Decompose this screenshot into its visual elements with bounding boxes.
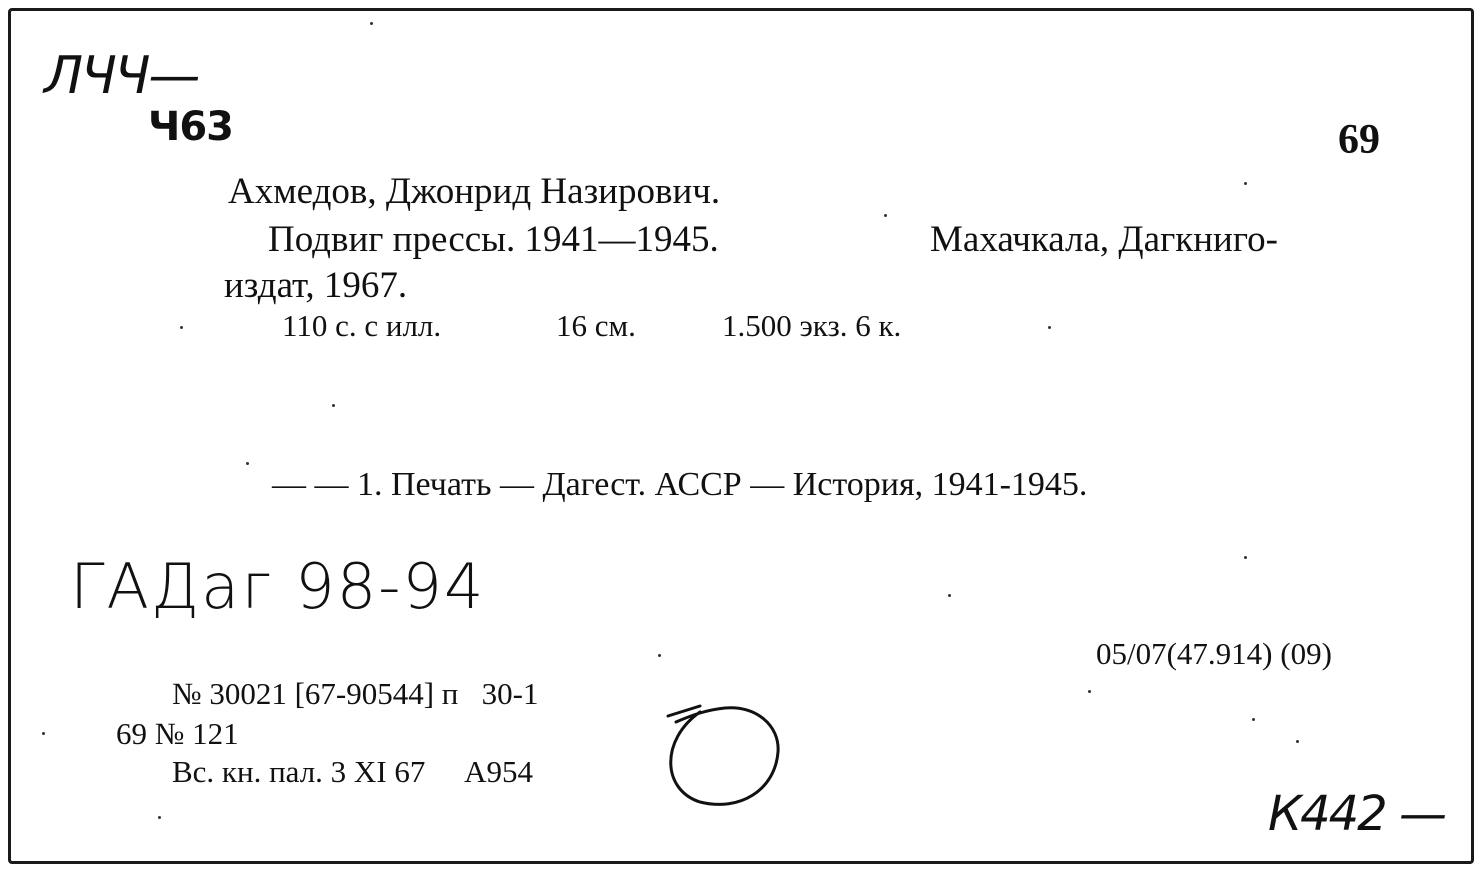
- physical-size: 16 см.: [556, 308, 636, 343]
- handwritten-shelf-mark-bottom: Ч63: [148, 104, 233, 150]
- udc-index: 05/07(47.914) (09): [1096, 636, 1332, 671]
- speck: [42, 732, 45, 735]
- author-heading: Ахмедов, Джонрид Назирович.: [228, 171, 721, 212]
- speck: [658, 654, 661, 657]
- speck: [370, 22, 373, 25]
- subject-headings: — — 1. Печать — Дагест. АССР — История, 1941-1945.: [272, 466, 1088, 503]
- speck: [1296, 740, 1299, 743]
- speck: [948, 594, 951, 597]
- speck: [1088, 690, 1091, 693]
- speck: [884, 214, 887, 217]
- class-number: 69: [1338, 117, 1380, 163]
- handwritten-shelf-mark-top: ЛЧЧ—: [44, 46, 199, 106]
- handwritten-corner-mark: К442 —: [1268, 786, 1445, 842]
- record-class-line: 69 № 121: [116, 716, 239, 751]
- title-place: Махачкала, Дагкниго-: [930, 219, 1278, 260]
- speck: [158, 816, 161, 819]
- book-chamber-line: Вс. кн. пал. 3 XI 67 А954: [172, 754, 534, 789]
- physical-pages: 110 с. с илл.: [282, 308, 442, 343]
- speck: [1244, 556, 1247, 559]
- speck: [180, 326, 183, 329]
- record-number-line: № 30021 [67-90544] п 30-1: [172, 676, 539, 711]
- speck: [1244, 182, 1247, 185]
- title-line-1: Подвиг прессы. 1941—1945.: [268, 219, 719, 260]
- handwritten-location-mark: ГАДаг 98-94: [70, 550, 486, 623]
- speck: [1048, 326, 1051, 329]
- speck: [246, 462, 249, 465]
- speck: [1252, 718, 1255, 721]
- speck: [332, 404, 335, 407]
- title-line-2: издат, 1967.: [224, 265, 408, 306]
- physical-copies: 1.500 экз. 6 к.: [722, 308, 902, 343]
